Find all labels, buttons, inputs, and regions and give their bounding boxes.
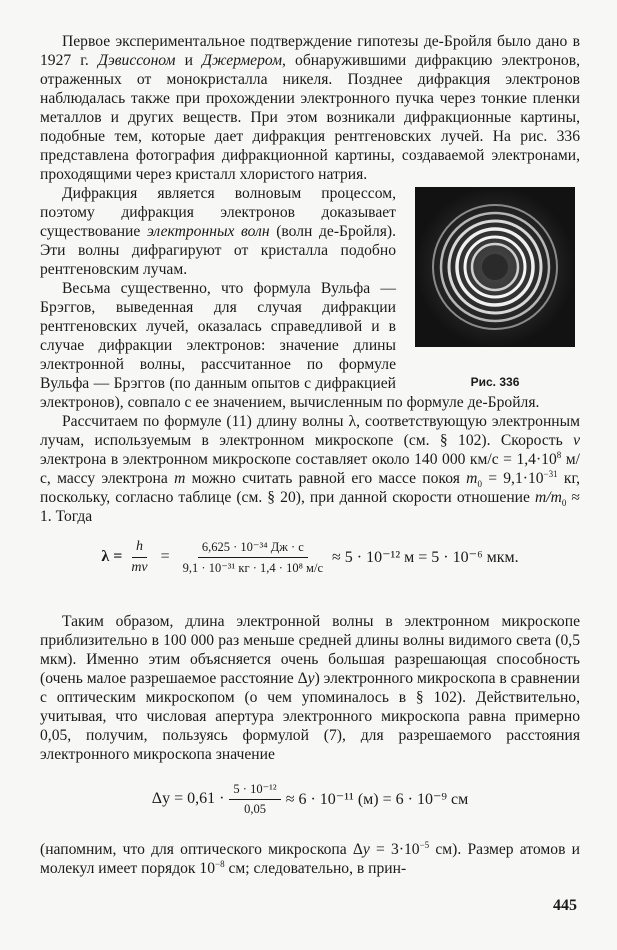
text: Таким образом, длина электронной волны в электронном микроскопе приблизительно в 100 000 раз меньше средней длины волны видимого света (0,5 мкм). Именно этим объясняется очень большая разрешающая способность (очень малое разрешаемое расстояние Δ — [40, 613, 580, 687]
denominator: 9,1 · 10⁻³¹ кг · 1,4 · 10⁸ м/с — [182, 560, 323, 575]
paragraph-1 — [40, 32, 580, 184]
figure-336 — [410, 187, 580, 389]
author-name: Джермером — [202, 52, 283, 69]
paragraph-3: Весьма существенно, что формула Вульфа — Брэггов, выведенная для случая дифракции рентгеновских лучей, оказалась справедливой и в случае дифракции электронов: значение длины электронной волны, рассчитанное по формуле Вульфа — Брэггов (по данным опытов с дифракцией электронов), совпало с ее значением, вычисленным по формуле де-Бройля. — [40, 280, 540, 411]
term: электронных волн — [146, 223, 270, 240]
text: (напомним, что для оптического микроскопа Δ — [40, 841, 363, 858]
text: , обнаружившими дифракцию электронов, отраженных от монокристалла никеля. Позднее дифракция электронов наблюдалась также при прохождении электронного пучка через тонкие пленки металлов и других веществ. При этом возникали дифракционные картины, подобные тем, которые дает дифракция рентгеновских лучей. На рис. 336 представлена фотография дифракционной картины, создаваемой электронами, проходящими через кристалл хлористого натрия. — [40, 52, 580, 183]
text: электрона в электронном микроскопе составляет около 140 000 км/с = 1,4·10 — [40, 451, 557, 468]
text: = 9,1·10 — [481, 470, 544, 487]
text: ) электронного микроскопа в сравнении с оптическим микроскопом (о чем упоминалось в § 102). Действительно, учитывая, что числовая апертура электронного микроскопа равна примерно 0,05, получим, пользуясь формулой (7), для разрешаемого расстояния электронного микроскопа значение — [40, 670, 580, 763]
text: м/с, массу электрона — [40, 451, 580, 487]
formula-lhs: λ = — [101, 548, 123, 565]
var: y — [362, 841, 370, 858]
sub: 0 — [561, 498, 567, 509]
var: m — [466, 470, 478, 487]
fraction — [127, 539, 151, 576]
paragraph-6 — [40, 840, 580, 878]
text: можно считать равной его массе покоя — [185, 470, 467, 487]
numerator: h — [132, 539, 147, 558]
formula-rhs: ≈ 6 · 10⁻¹¹ (м) = 6 · 10⁻⁹ см — [285, 791, 469, 808]
paragraph-5 — [40, 612, 580, 764]
fraction — [179, 539, 327, 576]
denominator: mv — [131, 559, 148, 575]
var: y — [307, 670, 315, 687]
formula-lhs: Δy = 0,61 · — [151, 790, 225, 807]
figure-caption: Рис. 336 — [470, 375, 520, 389]
formula-resolution — [40, 764, 580, 834]
numerator: 5 · 10⁻¹² — [229, 781, 280, 800]
page-body — [40, 32, 580, 878]
var: m/m — [535, 489, 562, 506]
paragraph-4 — [40, 412, 580, 526]
sub: 0 — [477, 479, 482, 490]
numerator: 6,625 · 10⁻³⁴ Дж · с — [198, 539, 308, 558]
author-name: Дэвиссоном — [97, 52, 176, 69]
diffraction-pattern-image — [415, 187, 575, 347]
text: см; следовательно, в прин- — [224, 860, 407, 877]
exp: 8 — [556, 449, 562, 460]
text: кг, поскольку, согласно таблице (см. § 20), при данной скорости отношение — [40, 470, 580, 506]
text: см). Размер атомов и молекул имеет порядок 10 — [40, 841, 580, 877]
exp: −5 — [419, 839, 430, 850]
text: = 3·10 — [369, 841, 420, 858]
fraction — [229, 781, 280, 817]
var: m — [174, 470, 186, 487]
exp: −31 — [543, 468, 558, 479]
page-number: 445 — [553, 897, 577, 914]
text: Дифракция является волновым процессом, поэтому дифракция электронов доказывает существование — [40, 185, 396, 240]
text: ≈ 1. Тогда — [40, 489, 580, 525]
text: (волн де-Бройля). Эти волны дифрагируют от кристалла подобно рентгеновским лучам. — [40, 223, 396, 278]
denominator: 0,05 — [244, 802, 266, 816]
formula-wavelength — [40, 526, 580, 588]
equals: = — [160, 548, 170, 565]
exp: −8 — [215, 858, 225, 869]
text: Первое экспериментальное подтверждение гипотезы де-Бройля было дано в 1927 г. — [40, 33, 580, 69]
formula-rhs: ≈ 5 · 10⁻¹² м = 5 · 10⁻⁶ мкм. — [332, 549, 519, 566]
text: и — [175, 52, 203, 69]
var: v — [573, 432, 580, 449]
text: Рассчитаем по формуле (11) длину волны λ, соответствующую электронным лучам, используемым в электронном микроскопе (см. § 102). Скорость — [40, 413, 580, 449]
